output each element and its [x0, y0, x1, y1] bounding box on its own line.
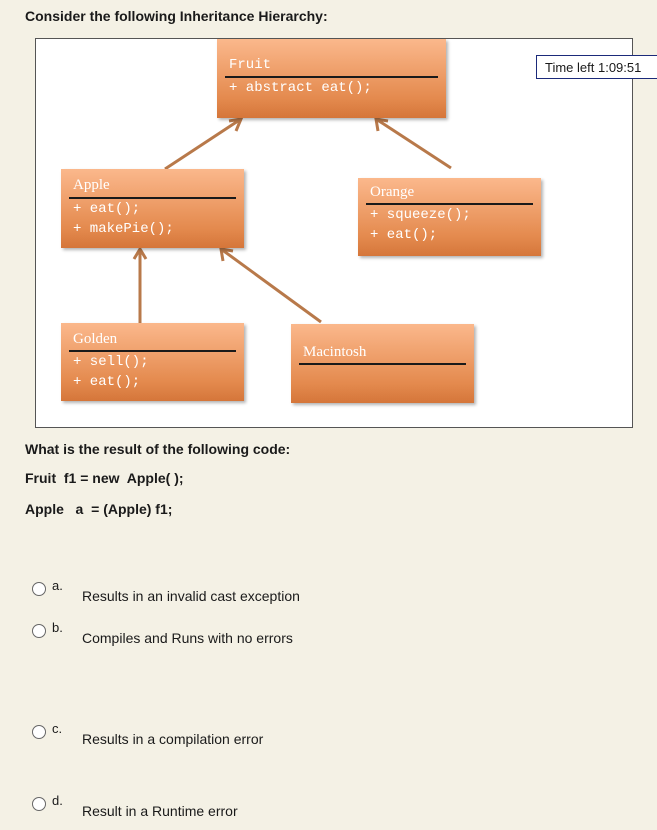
- arrow-apple-to-fruit: [165, 119, 241, 169]
- inheritance-diagram: [35, 38, 633, 428]
- radio-option-a[interactable]: [32, 582, 46, 596]
- code-line-1: Fruit f1 = new Apple( );: [25, 470, 184, 486]
- class-golden: Golden + sell(); + eat();: [61, 323, 244, 401]
- arrow-golden-to-apple: [134, 249, 146, 323]
- arrow-orange-to-fruit: [376, 119, 451, 168]
- question-title: Consider the following Inheritance Hierarchy:: [25, 8, 328, 24]
- arrow-macintosh-to-apple: [221, 249, 321, 322]
- class-macintosh: Macintosh: [291, 324, 474, 403]
- class-orange: Orange + squeeze(); + eat();: [358, 178, 541, 256]
- question-prompt: What is the result of the following code:: [25, 441, 291, 457]
- radio-option-d[interactable]: [32, 797, 46, 811]
- code-line-2: Apple a = (Apple) f1;: [25, 501, 173, 517]
- class-fruit: Fruit + abstract eat();: [217, 39, 446, 118]
- class-apple: Apple + eat(); + makePie();: [61, 169, 244, 248]
- time-left-indicator: Time left 1:09:51: [536, 55, 657, 79]
- radio-option-b[interactable]: [32, 624, 46, 638]
- radio-option-c[interactable]: [32, 725, 46, 739]
